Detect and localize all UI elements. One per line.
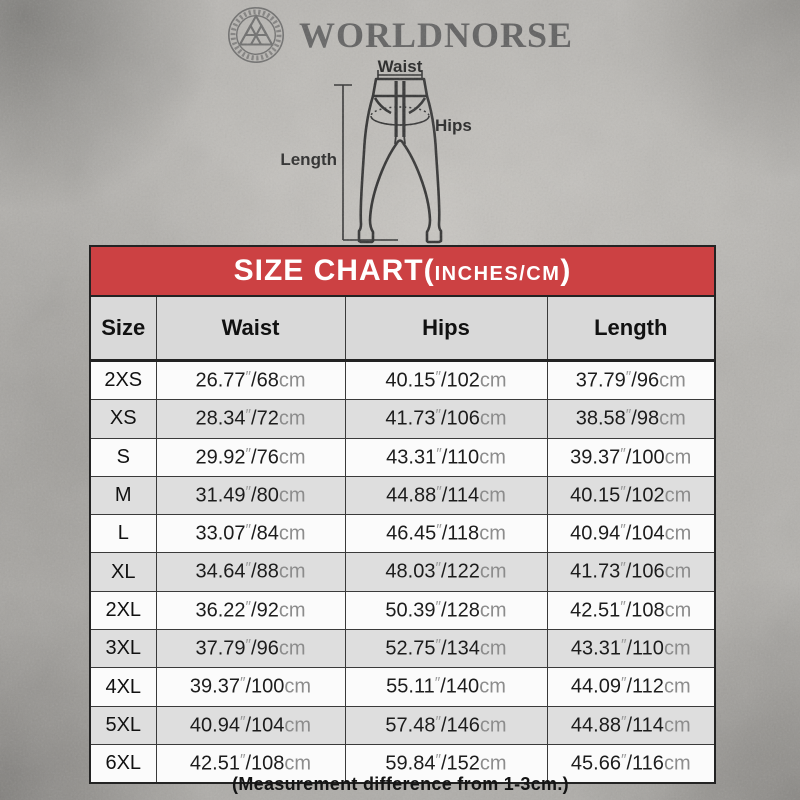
hips-value-cell: 48.03″/122cm — [345, 553, 547, 591]
waist-value-cell: 42.51″/108cm — [156, 744, 345, 782]
length-value-cell: 41.73″/106cm — [547, 553, 714, 591]
size-cell: M — [91, 476, 156, 514]
hips-value-cell: 59.84″/152cm — [345, 744, 547, 782]
column-header-size: Size — [91, 297, 156, 361]
waist-value-cell: 37.79″/96cm — [156, 630, 345, 668]
size-table — [91, 297, 714, 782]
size-cell: 4XL — [91, 668, 156, 706]
size-chart-title — [91, 247, 714, 297]
size-cell: 6XL — [91, 744, 156, 782]
waist-value-cell: 40.94″/104cm — [156, 706, 345, 744]
hips-value-cell: 46.45″/118cm — [345, 515, 547, 553]
column-header-hips: Hips — [345, 297, 547, 361]
table-row — [91, 668, 714, 706]
measurement-note: (Measurement difference from 1-3cm.) — [232, 774, 569, 794]
table-row — [91, 476, 714, 514]
waist-value-cell: 36.22″/92cm — [156, 591, 345, 629]
size-cell: S — [91, 438, 156, 476]
table-row — [91, 438, 714, 476]
size-cell: L — [91, 515, 156, 553]
size-table-body — [91, 361, 714, 783]
table-row — [91, 591, 714, 629]
table-row — [91, 400, 714, 438]
waist-value-cell: 28.34″/72cm — [156, 400, 345, 438]
hips-value-cell: 57.48″/146cm — [345, 706, 547, 744]
title-units: INCHES/CM — [434, 263, 561, 285]
table-row — [91, 630, 714, 668]
size-cell: XS — [91, 400, 156, 438]
diagram-length-label: Length — [280, 150, 337, 169]
header-row — [91, 297, 714, 361]
hips-value-cell: 52.75″/134cm — [345, 630, 547, 668]
length-value-cell: 40.15″/102cm — [547, 476, 714, 514]
length-value-cell: 43.31″/110cm — [547, 630, 714, 668]
waist-value-cell: 31.49″/80cm — [156, 476, 345, 514]
length-value-cell: 38.58″/98cm — [547, 400, 714, 438]
length-value-cell: 39.37″/100cm — [547, 438, 714, 476]
table-row — [91, 706, 714, 744]
column-header-waist: Waist — [156, 297, 345, 361]
length-value-cell: 40.94″/104cm — [547, 515, 714, 553]
length-value-cell: 44.09″/112cm — [547, 668, 714, 706]
waist-value-cell: 26.77″/68cm — [156, 361, 345, 400]
size-cell: 5XL — [91, 706, 156, 744]
title-close-paren: ) — [560, 254, 572, 287]
brand-name: WORLDNORSE — [298, 15, 574, 55]
hips-value-cell: 40.15″/102cm — [345, 361, 547, 400]
hips-value-cell: 55.11″/140cm — [345, 668, 547, 706]
table-row — [91, 515, 714, 553]
hips-value-cell: 50.39″/128cm — [345, 591, 547, 629]
size-chart-panel — [89, 245, 716, 784]
waist-value-cell: 39.37″/100cm — [156, 668, 345, 706]
size-cell: 2XL — [91, 591, 156, 629]
hips-value-cell: 41.73″/106cm — [345, 400, 547, 438]
column-header-length: Length — [547, 297, 714, 361]
size-cell: 3XL — [91, 630, 156, 668]
length-value-cell: 37.79″/96cm — [547, 361, 714, 400]
length-value-cell: 45.66″/116cm — [547, 744, 714, 782]
hips-value-cell: 44.88″/114cm — [345, 476, 547, 514]
size-cell: XL — [91, 553, 156, 591]
waist-value-cell: 33.07″/84cm — [156, 515, 345, 553]
table-row — [91, 553, 714, 591]
waist-value-cell: 34.64″/88cm — [156, 553, 345, 591]
length-value-cell: 44.88″/114cm — [547, 706, 714, 744]
table-row — [91, 361, 714, 400]
waist-value-cell: 29.92″/76cm — [156, 438, 345, 476]
hips-value-cell: 43.31″/110cm — [345, 438, 547, 476]
diagram-waist-label: Waist — [377, 57, 423, 76]
title-main: SIZE CHART( — [233, 254, 435, 287]
size-cell: 2XS — [91, 361, 156, 400]
length-value-cell: 42.51″/108cm — [547, 591, 714, 629]
diagram-hips-label: Hips — [435, 116, 472, 135]
